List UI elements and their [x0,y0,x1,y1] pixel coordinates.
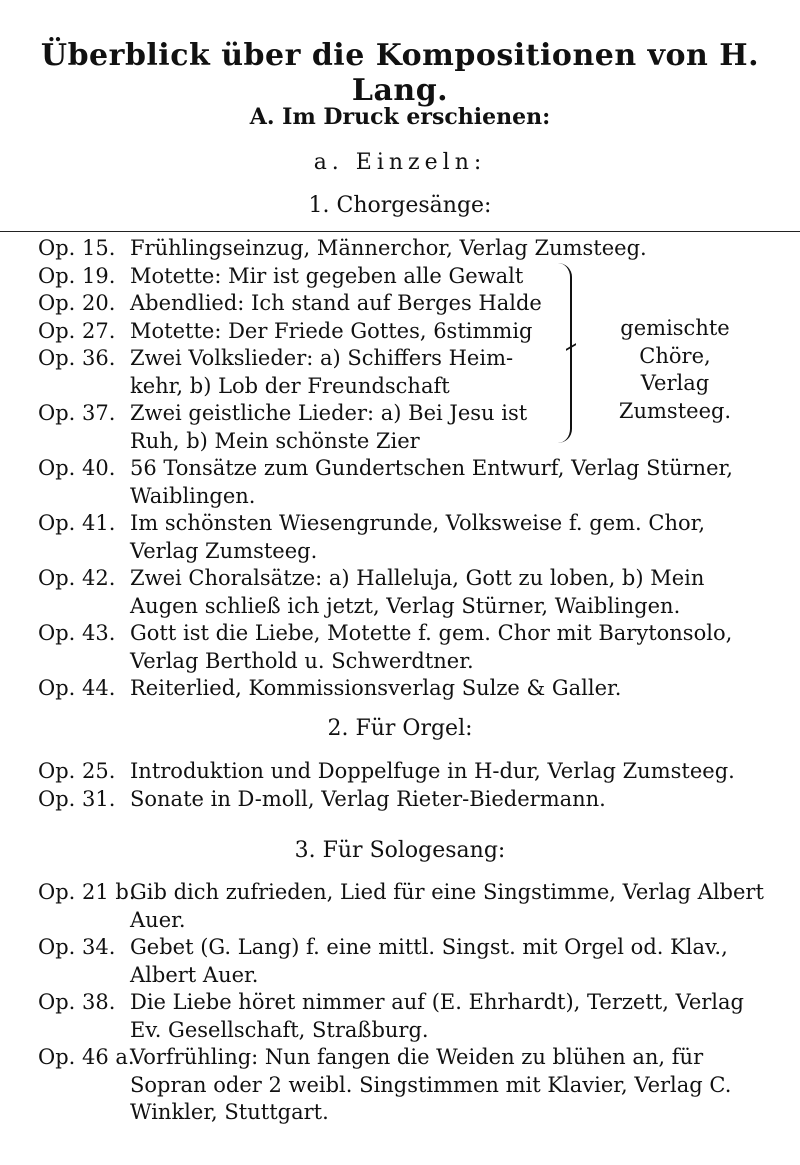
list-item [38,1044,778,1127]
work-description: Sonate in D-moll, Verlag Rieter-Biedermann. [130,786,606,811]
work-description: Reiterlied, Kommissionsverlag Sulze & Galler. [130,676,622,700]
work-description: Frühlingseinzug, Männerchor, Verlag Zumsteeg. [130,236,647,260]
opus-number: Op. 38. [38,990,116,1014]
opus-number: Op. 20. [38,291,116,315]
section-a-subheading: a. Einzeln: [313,150,487,175]
work-description: 56 Tonsätze zum Gundertschen Entwurf, Verlag Stürner, Waiblingen. [130,456,733,508]
opus-number: Op. 40. [38,456,116,480]
solo-works-list [38,879,778,1127]
horizontal-rule [0,231,800,232]
work-description: Zwei geistliche Lieder: a) Bei Jesu ist Ruh, b) Mein schönste Zier [130,401,528,453]
opus-number: Op. 27. [38,318,116,343]
opus-number: Op. 46 a. [38,1045,135,1069]
opus-number: Op. 44. [38,676,116,700]
brace-label-line: gemischte Chöre, [620,316,730,368]
list-item [38,934,778,989]
section-a-heading: A. Im Druck erschienen: [249,104,551,130]
list-item [38,786,778,814]
work-description: Gott ist die Liebe, Motette f. gem. Chor mit Barytonsolo, Verlag Berthold u. Schwerdtner. [130,621,733,673]
work-description: Zwei Volkslieder: a) Schiffers Heim-kehr, b) Lob der Freundschaft [130,346,514,398]
work-description: Motette: Mir ist gegeben alle Gewalt [130,263,524,288]
opus-number: Op. 37. [38,401,116,425]
opus-number: Op. 36. [38,346,116,370]
work-description: Introduktion und Doppelfuge in H-dur, Verlag Zumsteeg. [130,759,735,783]
brace-label [585,315,765,425]
work-description: Die Liebe höret nimmer auf (E. Ehrhardt), Terzett, Verlag Ev. Gesellschaft, Straßburg. [130,990,744,1042]
list-item [38,290,778,318]
work-description: Motette: Der Friede Gottes, 6stimmig [130,318,533,343]
choral-works-list [38,235,778,703]
list-item [38,620,778,675]
organ-works-list [38,758,778,813]
opus-number: Op. 43. [38,621,116,645]
work-description: Gib dich zufrieden, Lied für eine Singstimme, Verlag Albert Auer. [130,880,764,932]
work-description: Im schönsten Wiesengrunde, Volksweise f. gem. Chor, Verlag Zumsteeg. [130,511,706,563]
opus-number: Op. 42. [38,566,116,590]
list-item [38,235,778,263]
list-item [38,675,778,703]
group2-heading: 2. Für Orgel: [327,716,473,741]
page-title: Überblick über die Kompositionen von H. Lang. [40,38,760,108]
list-item [38,510,778,565]
list-item [38,879,778,934]
work-description: Gebet (G. Lang) f. eine mittl. Singst. mit Orgel od. Klav., Albert Auer. [130,935,728,987]
opus-number: Op. 34. [38,935,116,959]
opus-number: Op. 19. [38,263,116,288]
list-item [38,989,778,1044]
brace-label-line: Verlag [640,371,710,395]
list-item [38,758,778,786]
work-description: Vorfrühling: Nun fangen die Weiden zu blühen an, für Sopran oder 2 weibl. Singstimmen mit Klavier, Verlag C. Winkler, Stuttgart. [130,1045,732,1124]
opus-number: Op. 31. [38,786,116,811]
list-item [38,565,778,620]
opus-number: Op. 15. [38,236,116,260]
opus-number: Op. 41. [38,511,116,535]
brace-label-line: Zumsteeg. [618,398,732,423]
opus-number: Op. 25. [38,759,116,783]
group1-heading: 1. Chorgesänge: [308,193,492,218]
list-item [38,263,778,291]
work-description: Zwei Choralsätze: a) Halleluja, Gott zu loben, b) Mein Augen schließ ich jetzt, Verlag Stürner, Waiblingen. [130,566,705,618]
work-description: Abendlied: Ich stand auf Berges Halde [130,291,542,315]
group3-heading: 3. Für Sologesang: [294,838,506,863]
opus-number: Op. 21 b. [38,880,136,904]
list-item [38,455,778,510]
